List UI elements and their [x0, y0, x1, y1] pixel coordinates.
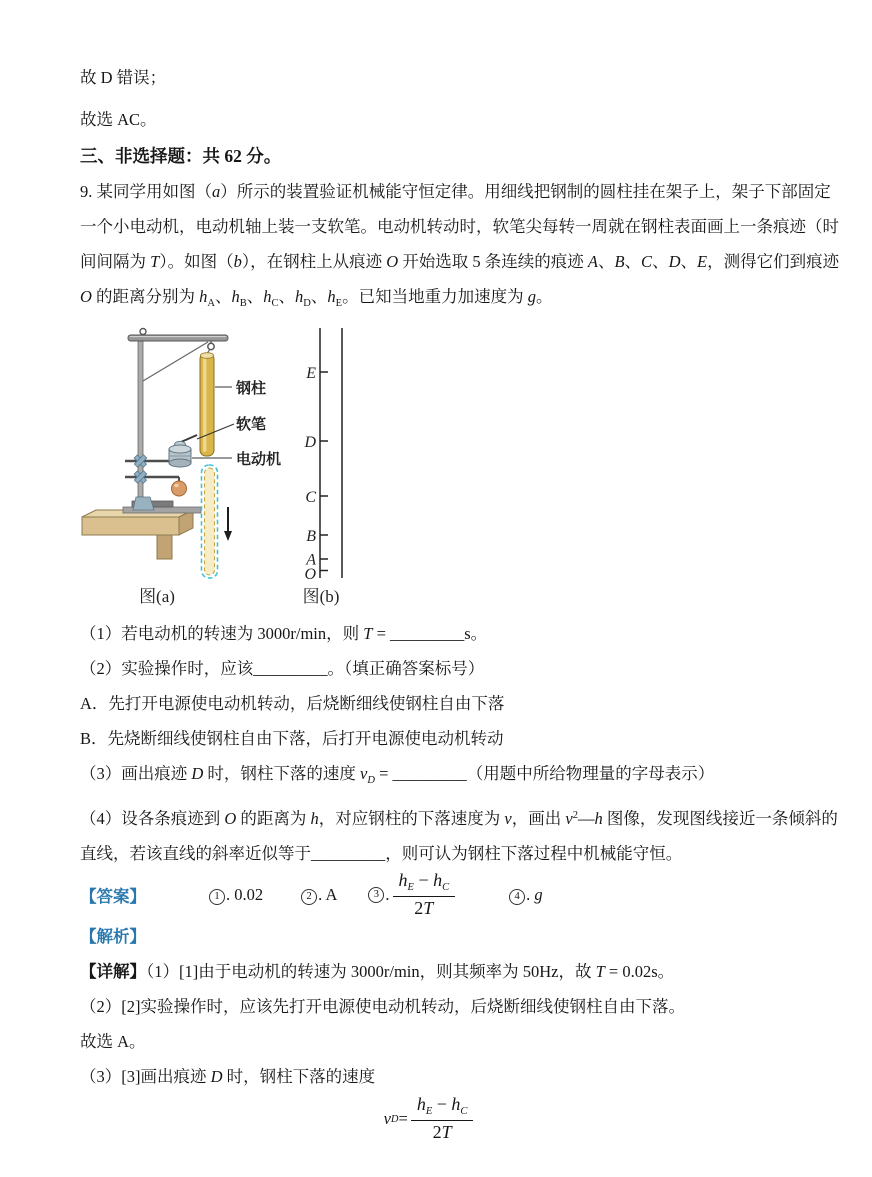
- motor-assembly: [169, 435, 197, 467]
- apparatus-diagram: [75, 321, 495, 611]
- experiment-figure: [80, 321, 872, 616]
- scale-mark-C: C: [305, 489, 316, 506]
- answer-item-3: 3 . $\frac{h_E - h_C}{2T}$: [368, 870, 458, 919]
- answer-item-2: 2 . A: [301, 885, 337, 905]
- falling-arrow-icon: [224, 507, 232, 541]
- figure-b-caption: 图(b): [302, 587, 340, 606]
- subquestion-4-line-2: 直线，若该直线的斜率近似等于_________，则可认为钢柱下落过程中机械能守恒。: [80, 844, 683, 863]
- detail-line-3: 故选 A。: [80, 1032, 146, 1051]
- answer-item-1: 1 . 0.02: [209, 885, 263, 905]
- motor-label: 电动机: [236, 451, 282, 468]
- section-heading: 三、非选择题：共 62 分。: [80, 146, 282, 166]
- figure-a-caption: 图(a): [139, 587, 175, 606]
- subquestion-4-line-1: （4）设各条痕迹到 O 的距离为 h，对应钢柱的下落速度为 v，画出 $v^2—h$ 图像，发现图线接近一条倾斜的: [80, 809, 838, 828]
- soft-pen-tip: [181, 435, 197, 442]
- answer-row: [80, 871, 872, 919]
- answer-item-4: 4 . g: [509, 885, 543, 905]
- scale-mark-D: D: [304, 434, 316, 451]
- detail-line-2: （2）[2]实验操作时，应该先打开电源使电动机转动，后烧断细线使钢柱自由下落。: [80, 997, 685, 1016]
- subquestion-3: （3）画出痕迹 D 时，钢柱下落的速度 $v_D$ = _________（用题中所给物理量的字母表示）: [80, 764, 715, 786]
- scale-mark-A: A: [306, 551, 316, 569]
- analysis-label-line: [80, 919, 872, 954]
- subquestion-1: （1）若电动机的转速为 3000r/min，则 T = _________s。: [80, 624, 488, 643]
- table: [82, 510, 193, 559]
- stem-line-3: 间间隔为 T）。如图（b），在钢柱上从痕迹 O 开始选取 5 条连续的痕迹 A、B、C、D、E，测得它们到痕迹: [80, 252, 840, 271]
- answer-label: 【答案】: [80, 887, 146, 906]
- stem-line-1: 9. 某同学用如图（a）所示的装置验证机械能守恒定律。用细线把钢制的圆柱挂在架子上，架子下部固定: [80, 182, 831, 201]
- option-b: B．先烧断细线使钢柱自由下落，后打开电源使电动机转动: [80, 729, 504, 748]
- steel-column-label: 钢柱: [236, 380, 267, 397]
- scale-mark-E: E: [306, 365, 316, 382]
- analysis-label: 【解析】: [80, 927, 146, 946]
- hook-icon: [208, 343, 214, 349]
- steel-column: [200, 353, 214, 456]
- plumb-ball: [172, 481, 187, 496]
- stem-line-2: 一个小电动机，电动机轴上装一支软笔。电动机转动时，软笔尖每转一周就在钢柱表面画上一条痕迹（时: [80, 217, 839, 236]
- trace-scale: [303, 328, 342, 606]
- prev-choice-line: 故选 AC。: [80, 110, 157, 129]
- detail-line-1: 【详解】（1）[1]由于电动机的转速为 3000r/min，则其频率为 50Hz，故 T = 0.02s。: [80, 962, 675, 981]
- pole-base: [133, 497, 154, 510]
- velocity-formula: v D = $\frac{h_E - h_C}{2T}$: [80, 1094, 780, 1144]
- scale-mark-O: O: [304, 566, 316, 583]
- falling-column-outline: [202, 465, 218, 578]
- soft-pen-label: 软笔: [236, 416, 267, 433]
- detail-line-4: （3）[3]画出痕迹 D 时，钢柱下落的速度: [80, 1067, 376, 1086]
- scale-ticks: [320, 372, 328, 571]
- question-stem: [80, 174, 872, 321]
- scale-mark-B: B: [306, 528, 316, 545]
- diagonal-brace: [143, 342, 208, 381]
- option-a: A．先打开电源使电动机转动，后烧断细线使钢柱自由下落: [80, 694, 505, 713]
- subquestion-2: （2）实验操作时，应该_________。（填正确答案标号）: [80, 659, 485, 678]
- top-peg: [140, 329, 146, 335]
- stem-line-4: O 的距离分别为 $h_A$、$h_B$、$h_C$、$h_D$、$h_E$。已知当地重力加速度为 g。: [80, 287, 553, 309]
- prev-conclusion-line: 故 D 错误；: [80, 68, 167, 87]
